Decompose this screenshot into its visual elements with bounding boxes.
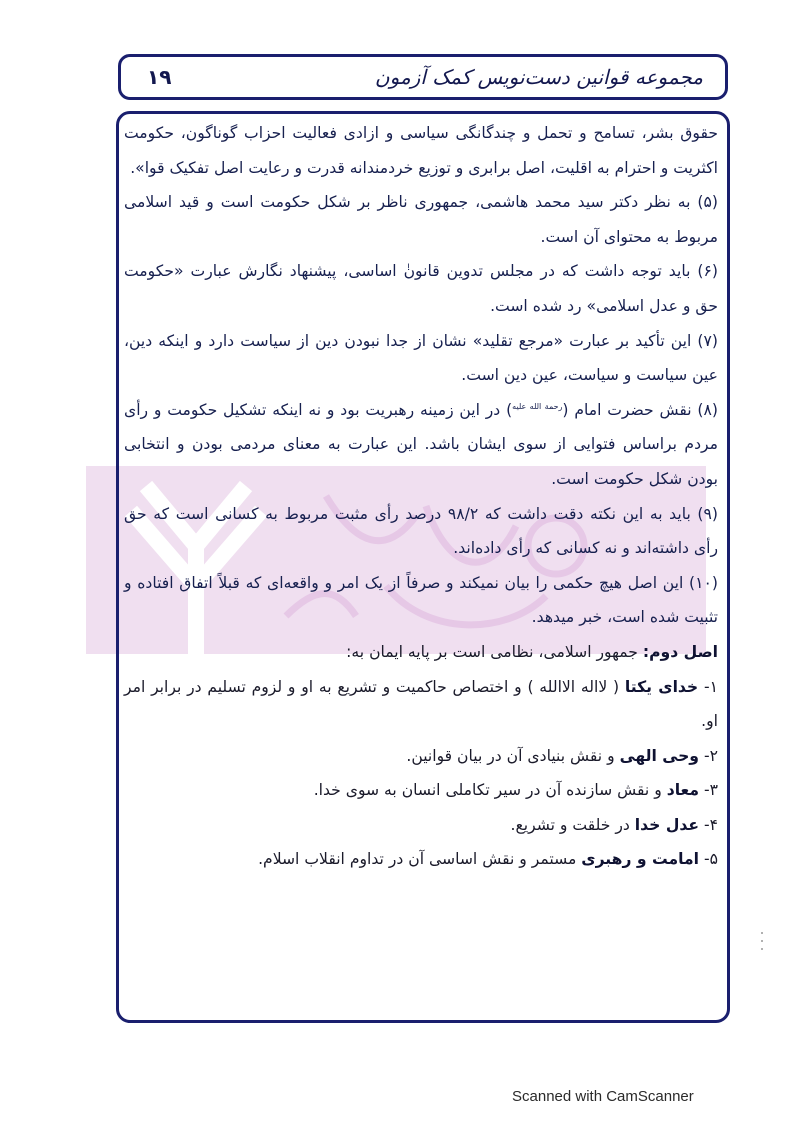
document-body [124, 116, 718, 877]
note-8-start: (۸) نقش حضرت امام ( [562, 400, 718, 419]
list-text: و نقش بنیادی آن در بیان قوانین. [406, 746, 620, 765]
page-number: ۱۹ [147, 65, 172, 89]
list-term: معاد [666, 781, 700, 800]
scan-artifact-icon [759, 930, 765, 952]
list-item-3 [124, 773, 718, 808]
honorific-superscript: رحمة الله علیه [512, 401, 563, 411]
note-5: (۵) به نظر دکتر سید محمد هاشمی، جمهوری ناظر بر شکل حکومت است و قید اسلامی مربوط به محتوای آن است. [124, 193, 718, 246]
article-heading [124, 635, 718, 670]
list-number: ۱- [698, 677, 718, 696]
page-header [118, 54, 728, 100]
paragraph-continuation: حقوق بشر، تسامح و تحمل و چندگانگی سیاسی و ازادی فعالیت احزاب گوناگون، حکومت اکثریت و احترام به اقلیت، اصل برابری و توزیع خردمندانه قدرت و رعایت اصل تفکیک قوا». [124, 124, 718, 177]
header-title: مجموعه قوانین دست‌نویس کمک آزمون [374, 65, 703, 89]
list-term: عدل خدا [634, 815, 700, 834]
list-number: ۴- [699, 815, 718, 834]
list-item-1 [124, 670, 718, 739]
list-text: ( لااله الاالله ) و اختصاص حاکمیت و تشریع به او و لزوم تسلیم در برابر امر او. [124, 677, 718, 731]
note-9: (۹) باید به این نکته دقت داشت که ۹۸/۲ درصد رأی مثبت مربوط به کسانی است که حق رأی داشته‌اند و نه کسانی که رأی داده‌اند. [124, 504, 718, 558]
note-7: (۷) این تأکید بر عبارت «مرجع تقلید» نشان از جدا نبودن دین از سیاست دارد و اینکه دین، عین سیاست و سیاست، عین دین است. [124, 331, 718, 385]
note-10: (۱۰) این اصل هیچ حکمی را بیان نمیکند و صرفاً از یک امر و واقعه‌ای که قبلاً اتفاق افتاده و تثبیت شده است، خبر میدهد. [124, 573, 718, 627]
list-number: ۵- [699, 850, 718, 869]
note-8 [124, 393, 718, 497]
list-term: امامت و رهبری [581, 850, 700, 869]
list-text: و نقش سازنده آن در سیر تکاملی انسان به سوی خدا. [313, 781, 667, 800]
note-6: (۶) باید توجه داشت که در مجلس تدوین قانونٰ اساسی، پیشنهاد نگارش عبارت «حکومت حق و عدل اسلامی» رد شده است. [124, 262, 718, 315]
list-text: مستمر و نقش اساسی آن در تداوم انقلاب اسلام. [258, 850, 582, 869]
list-item-2 [124, 739, 718, 774]
list-term: وحی الهی [619, 746, 700, 765]
list-item-4 [124, 808, 718, 843]
article-intro: جمهور اسلامی، نظامی است بر پایه ایمان به: [346, 642, 643, 661]
list-item-5 [124, 842, 718, 877]
article-title: اصل دوم: [642, 642, 718, 661]
list-term: خدای یکتا [624, 677, 699, 696]
list-number: ۲- [699, 746, 718, 765]
list-number: ۳- [699, 781, 718, 800]
note-8-rest: ) در این زمینه رهبریت بود و نه اینکه تشکیل حکومت و رأی مردم براساس فتوایی از سوی ایشان باشد. این عبارت به معنای مردمی بودن و انتخابی بودن شکل حکومت است. [124, 400, 718, 488]
scanner-watermark-text: Scanned with CamScanner [512, 1088, 694, 1105]
list-text: در خلقت و تشریع. [510, 815, 635, 834]
